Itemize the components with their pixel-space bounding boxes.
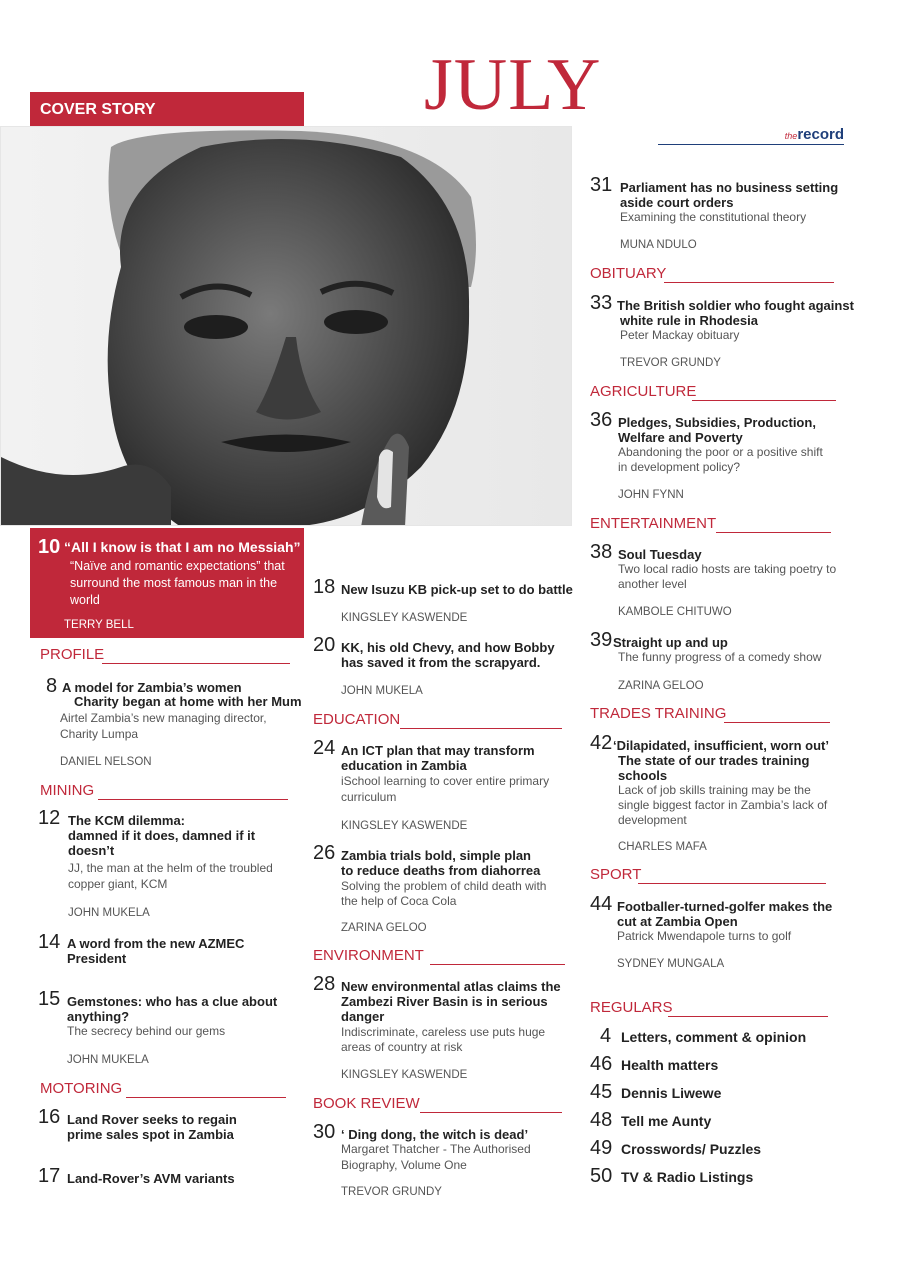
article-author: DANIEL NELSON xyxy=(60,756,152,768)
page-number: 26 xyxy=(313,842,336,864)
article-title[interactable]: President xyxy=(67,951,127,966)
article-description: curriculum xyxy=(341,790,397,804)
article-title[interactable]: An ICT plan that may transform xyxy=(341,743,535,758)
article-title[interactable]: prime sales spot in Zambia xyxy=(67,1127,234,1142)
article-author: JOHN MUKELA xyxy=(68,907,150,919)
article-description: Solving the problem of child death with xyxy=(341,879,547,893)
section-rule xyxy=(126,1097,286,1098)
article-title: “All I know is that I am no Messiah” xyxy=(64,539,301,555)
article-author: SYDNEY MUNGALA xyxy=(617,958,725,970)
section-heading-education: EDUCATION xyxy=(313,711,401,728)
article-author: TREVOR GRUNDY xyxy=(341,1186,442,1198)
page-number: 16 xyxy=(38,1106,61,1128)
article-author: JOHN MUKELA xyxy=(341,685,423,697)
article-description: the help of Coca Cola xyxy=(341,894,457,908)
section-heading-motoring: MOTORING xyxy=(40,1080,123,1097)
article-title[interactable]: A model for Zambia’s women xyxy=(62,680,242,695)
article-author: KAMBOLE CHITUWO xyxy=(618,606,732,618)
article-description: Peter Mackay obituary xyxy=(620,328,740,342)
article-title[interactable]: damned if it does, damned if it xyxy=(68,828,256,843)
article-description: development xyxy=(618,813,687,827)
regular-item[interactable]: Crosswords/ Puzzles xyxy=(621,1141,762,1157)
article-title[interactable]: The British soldier who fought against xyxy=(617,298,854,313)
article-title[interactable]: Footballer-turned-golfer makes the xyxy=(617,899,833,914)
page-number: 48 xyxy=(590,1109,613,1131)
article-title[interactable]: Land Rover seeks to regain xyxy=(67,1112,237,1127)
article-description: Abandoning the poor or a positive shift xyxy=(618,445,823,459)
article-description: JJ, the man at the helm of the troubled xyxy=(68,861,273,875)
cover-story-banner: COVER STORY xyxy=(30,92,304,126)
section-rule xyxy=(692,400,836,401)
page-number: 36 xyxy=(590,409,613,431)
article-author: JOHN MUKELA xyxy=(67,1054,149,1066)
article-description: Patrick Mwendapole turns to golf xyxy=(617,929,792,943)
regular-item[interactable]: Dennis Liwewe xyxy=(621,1085,722,1101)
section-heading-obituary: OBITUARY xyxy=(590,265,667,282)
article-description: single biggest factor in Zambia’s lack of xyxy=(618,798,828,812)
article-title[interactable]: Parliament has no business setting xyxy=(620,180,839,195)
article-title[interactable]: education in Zambia xyxy=(341,758,467,773)
article-description: Margaret Thatcher - The Authorised xyxy=(341,1142,531,1156)
article-author: JOHN FYNN xyxy=(618,489,684,501)
article-title[interactable]: Straight up and up xyxy=(613,635,728,650)
page-number: 33 xyxy=(590,292,613,314)
page-number: 14 xyxy=(38,931,61,953)
article-title[interactable]: cut at Zambia Open xyxy=(617,914,738,929)
article-title[interactable]: ‘Dilapidated, insufficient, worn out’ xyxy=(613,738,829,753)
page-number: 46 xyxy=(590,1053,613,1075)
article-title[interactable]: to reduce deaths from diahorrea xyxy=(341,863,541,878)
article-title[interactable]: Pledges, Subsidies, Production, xyxy=(618,415,816,430)
article-description: Indiscriminate, careless use puts huge xyxy=(341,1025,546,1039)
article-title[interactable]: Zambezi River Basin is in serious xyxy=(341,994,548,1009)
article-description: in development policy? xyxy=(618,460,741,474)
brand-logo xyxy=(658,126,844,145)
brand-name: record xyxy=(797,126,844,143)
article-title[interactable]: Charity began at home with her Mum xyxy=(74,694,302,709)
section-heading-regulars: REGULARS xyxy=(590,999,673,1016)
page-number: 50 xyxy=(590,1165,613,1187)
article-title[interactable]: New Isuzu KB pick-up set to do battle xyxy=(341,582,573,597)
article-author: KINGSLEY KASWENDE xyxy=(341,612,468,624)
cover-portrait xyxy=(0,126,572,526)
brand-prefix: the xyxy=(784,131,798,141)
page-number: 17 xyxy=(38,1165,61,1187)
article-description: Lack of job skills training may be the xyxy=(618,783,811,797)
article-author: MUNA NDULO xyxy=(620,239,697,251)
page-number: 31 xyxy=(590,174,613,196)
section-rule xyxy=(668,1016,828,1017)
page-number: 39 xyxy=(590,629,613,651)
portrait-illustration xyxy=(1,127,572,526)
article-title[interactable]: A word from the new AZMEC xyxy=(67,936,245,951)
page-number: 30 xyxy=(313,1121,336,1143)
page-number: 45 xyxy=(590,1081,613,1103)
section-rule xyxy=(98,799,288,800)
article-author: KINGSLEY KASWENDE xyxy=(341,1069,468,1081)
article-description: Charity Lumpa xyxy=(60,727,139,741)
article-author: ZARINA GELOO xyxy=(618,680,704,692)
article-description: Airtel Zambia’s new managing director, xyxy=(60,711,267,725)
article-title[interactable]: doesn’t xyxy=(68,843,115,858)
article-description: “Naïve and romantic expectations” that surround the most famous man in the world xyxy=(70,559,285,607)
regular-item[interactable]: TV & Radio Listings xyxy=(621,1169,754,1185)
page-number: 28 xyxy=(313,973,336,995)
article-title[interactable]: has saved it from the scrapyard. xyxy=(341,655,541,670)
article-title[interactable]: white rule in Rhodesia xyxy=(620,313,758,328)
article-author: TREVOR GRUNDY xyxy=(620,357,721,369)
regular-item[interactable]: Health matters xyxy=(621,1057,719,1073)
page-number: 38 xyxy=(590,541,613,563)
section-rule xyxy=(400,728,562,729)
article-title[interactable]: KK, his old Chevy, and how Bobby xyxy=(341,640,555,655)
article-title[interactable]: Gemstones: who has a clue about xyxy=(67,994,278,1009)
section-heading-sport: SPORT xyxy=(590,866,642,883)
page-number: 8 xyxy=(46,675,58,697)
section-rule xyxy=(430,964,565,965)
article-title[interactable]: Zambia trials bold, simple plan xyxy=(341,848,531,863)
section-rule xyxy=(420,1112,562,1113)
article-title[interactable]: The KCM dilemma: xyxy=(68,813,186,828)
page-title: JULY xyxy=(424,44,602,126)
section-heading-entertainment: ENTERTAINMENT xyxy=(590,515,717,532)
regular-item[interactable]: Letters, comment & opinion xyxy=(621,1029,807,1045)
section-heading-environment: ENVIRONMENT xyxy=(313,947,424,964)
article-title[interactable]: danger xyxy=(341,1009,385,1024)
article-description: another level xyxy=(618,577,687,591)
article-description: iSchool learning to cover entire primary xyxy=(341,774,550,788)
article-author: ZARINA GELOO xyxy=(341,922,427,934)
article-title[interactable]: ‘ Ding dong, the witch is dead’ xyxy=(341,1127,529,1142)
article-description: Biography, Volume One xyxy=(341,1158,467,1172)
page-number: 49 xyxy=(590,1137,613,1159)
article-title[interactable]: Welfare and Poverty xyxy=(618,430,743,445)
section-heading-profile: PROFILE xyxy=(40,646,105,663)
article-description: Examining the constitutional theory xyxy=(620,210,807,224)
article-title[interactable]: aside court orders xyxy=(620,195,734,210)
page-number: 42 xyxy=(590,732,613,754)
article-title[interactable]: anything? xyxy=(67,1009,130,1024)
article-title[interactable]: New environmental atlas claims the xyxy=(341,979,561,994)
section-heading-mining: MINING xyxy=(40,782,95,799)
section-rule xyxy=(102,663,290,664)
section-heading-trades-training: TRADES TRAINING xyxy=(590,705,727,722)
section-rule xyxy=(716,532,831,533)
cover-story-box[interactable] xyxy=(30,528,304,638)
article-title[interactable]: The state of our trades training xyxy=(618,753,810,768)
article-author: TERRY BELL xyxy=(64,619,134,631)
page-number: 10 xyxy=(38,536,61,558)
article-description: The funny progress of a comedy show xyxy=(618,650,822,664)
page-number: 20 xyxy=(313,634,336,656)
section-rule xyxy=(638,883,826,884)
page-number: 18 xyxy=(313,576,336,598)
article-description: areas of country at risk xyxy=(341,1040,463,1054)
article-author: CHARLES MAFA xyxy=(618,841,707,853)
page-number: 44 xyxy=(590,893,613,915)
section-rule xyxy=(724,722,830,723)
article-description: Two local radio hosts are taking poetry to xyxy=(618,562,837,576)
regular-item[interactable]: Tell me Aunty xyxy=(621,1113,712,1129)
section-heading-agriculture: AGRICULTURE xyxy=(590,383,697,400)
article-title[interactable]: schools xyxy=(618,768,668,783)
page-number: 15 xyxy=(38,988,61,1010)
page-number: 4 xyxy=(600,1025,612,1047)
article-description: The secrecy behind our gems xyxy=(67,1024,226,1038)
article-title[interactable]: Soul Tuesday xyxy=(618,547,702,562)
article-description: copper giant, KCM xyxy=(68,877,168,891)
article-author: KINGSLEY KASWENDE xyxy=(341,820,468,832)
page-number: 12 xyxy=(38,807,61,829)
page-number: 24 xyxy=(313,737,336,759)
article-title[interactable]: Land-Rover’s AVM variants xyxy=(67,1171,235,1186)
section-rule xyxy=(664,282,834,283)
section-heading-book-review: BOOK REVIEW xyxy=(313,1095,420,1112)
